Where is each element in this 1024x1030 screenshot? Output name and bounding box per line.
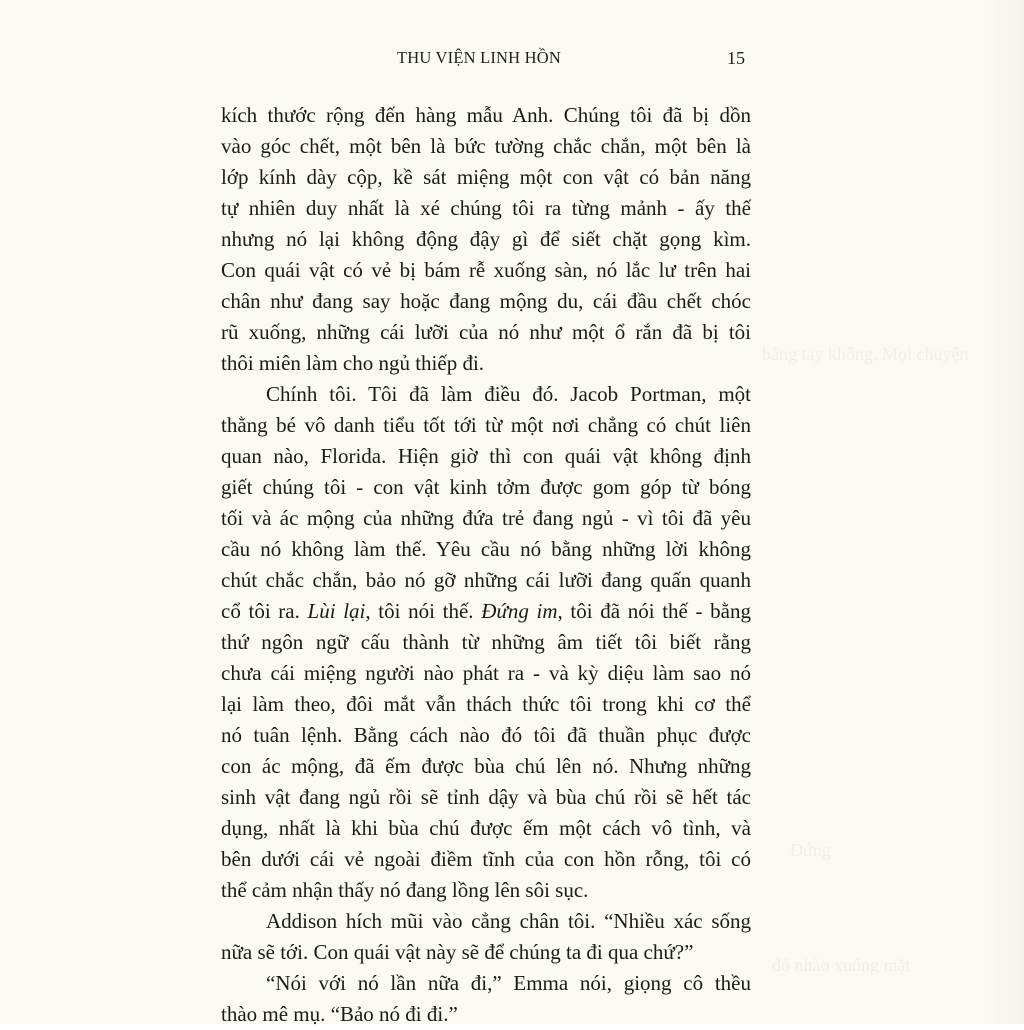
- text-run: , tôi nói thế.: [365, 599, 474, 623]
- text-run: , tôi đã nói thế - bằng: [557, 599, 751, 623]
- text-line: tối và ác mộng của những đứa trẻ đang ngủ - vì tôi đã yêu: [221, 506, 751, 530]
- text-line: kích thước rộng đến hàng mẫu Anh. Chúng tôi đã bị dồn: [221, 103, 751, 127]
- show-through-text: đó nhào xuống mặt: [772, 955, 911, 975]
- text-line: nhưng nó lại không động đậy gì để siết chặt gọng kìm.: [221, 227, 751, 251]
- paragraph-end-line: nữa sẽ tới. Con quái vật này sẽ để chúng ta đi qua chứ?”: [221, 940, 694, 964]
- italic-run: Đứng im: [481, 599, 558, 623]
- text-line: dụng, nhất là khi bùa chú được ếm một cách vô tình, và: [221, 816, 751, 840]
- text-line: tự nhiên duy nhất là xé chúng tôi ra từng mảnh - ấy thế: [221, 196, 751, 220]
- text-line: lớp kính dày cộp, kề sát miệng một con vật có bản năng: [221, 165, 751, 189]
- paragraph-end-line: thể cảm nhận thấy nó đang lồng lên sôi sục.: [221, 878, 589, 902]
- text-run: cổ tôi ra.: [221, 599, 300, 623]
- paragraph-first-line: Chính tôi. Tôi đã làm điều đó. Jacob Portman, một: [266, 382, 751, 406]
- text-line: giết chúng tôi - con vật kinh tởm được gom góp từ bóng: [221, 475, 751, 499]
- text-line: cầu nó không làm thế. Yêu cầu nó bằng những lời không: [221, 537, 751, 561]
- text-line: sinh vật đang ngủ rồi sẽ tỉnh dậy và bùa chú rồi sẽ hết tác: [221, 785, 751, 809]
- show-through-text: Đứng: [790, 840, 831, 860]
- page-edge-shadow: [986, 0, 1024, 1024]
- text-line: vào góc chết, một bên là bức tường chắc chắn, một bên là: [221, 134, 751, 158]
- show-through-text: bằng tay không. Mọi chuyện: [762, 344, 969, 364]
- text-line: con ác mộng, đã ếm được bùa chú lên nó. Nhưng những: [221, 754, 751, 778]
- text-line: rũ xuống, những cái lưỡi của nó như một ổ rắn đã bị tôi: [221, 320, 751, 344]
- paragraph-first-line: “Nói với nó lần nữa đi,” Emma nói, giọng cô thều: [266, 971, 751, 995]
- body-text: [221, 100, 751, 1030]
- text-line: Con quái vật có vẻ bị bám rễ xuống sàn, nó lắc lư trên hai: [221, 258, 751, 282]
- text-line: thằng bé vô danh tiểu tốt tới từ một nơi chẳng có chút liên: [221, 413, 751, 437]
- paragraph-first-line: Addison hích mũi vào cẳng chân tôi. “Nhiều xác sống: [266, 909, 751, 933]
- text-line: chút chắc chắn, bảo nó gỡ những cái lưỡi đang quấn quanh: [221, 568, 751, 592]
- running-head: THU VIỆN LINH HỒN: [397, 48, 561, 67]
- text-line-with-italics: [221, 596, 751, 627]
- page-number: 15: [727, 48, 745, 68]
- text-line: lại làm theo, đôi mắt vẫn thách thức tôi trong khi cơ thể: [221, 692, 751, 716]
- text-line: chưa cái miệng người nào phát ra - và kỳ diệu làm sao nó: [221, 661, 751, 685]
- text-line: bên dưới cái vẻ ngoài điềm tĩnh của con hồn rỗng, tôi có: [221, 847, 751, 871]
- text-line: nó tuân lệnh. Bằng cách nào đó tôi đã thuần phục được: [221, 723, 751, 747]
- paragraph-end-line: thôi miên làm cho ngủ thiếp đi.: [221, 351, 485, 375]
- text-line: thứ ngôn ngữ cấu thành từ những âm tiết tôi biết rằng: [221, 630, 751, 654]
- text-line: quan nào, Florida. Hiện giờ thì con quái vật không định: [221, 444, 751, 468]
- italic-run: Lùi lại: [307, 599, 366, 623]
- text-line: chân như đang say hoặc đang mộng du, cái đầu chết chóc: [221, 289, 751, 313]
- paragraph-end-line: thào mê mụ. “Bảo nó đi đi.”: [221, 1002, 458, 1026]
